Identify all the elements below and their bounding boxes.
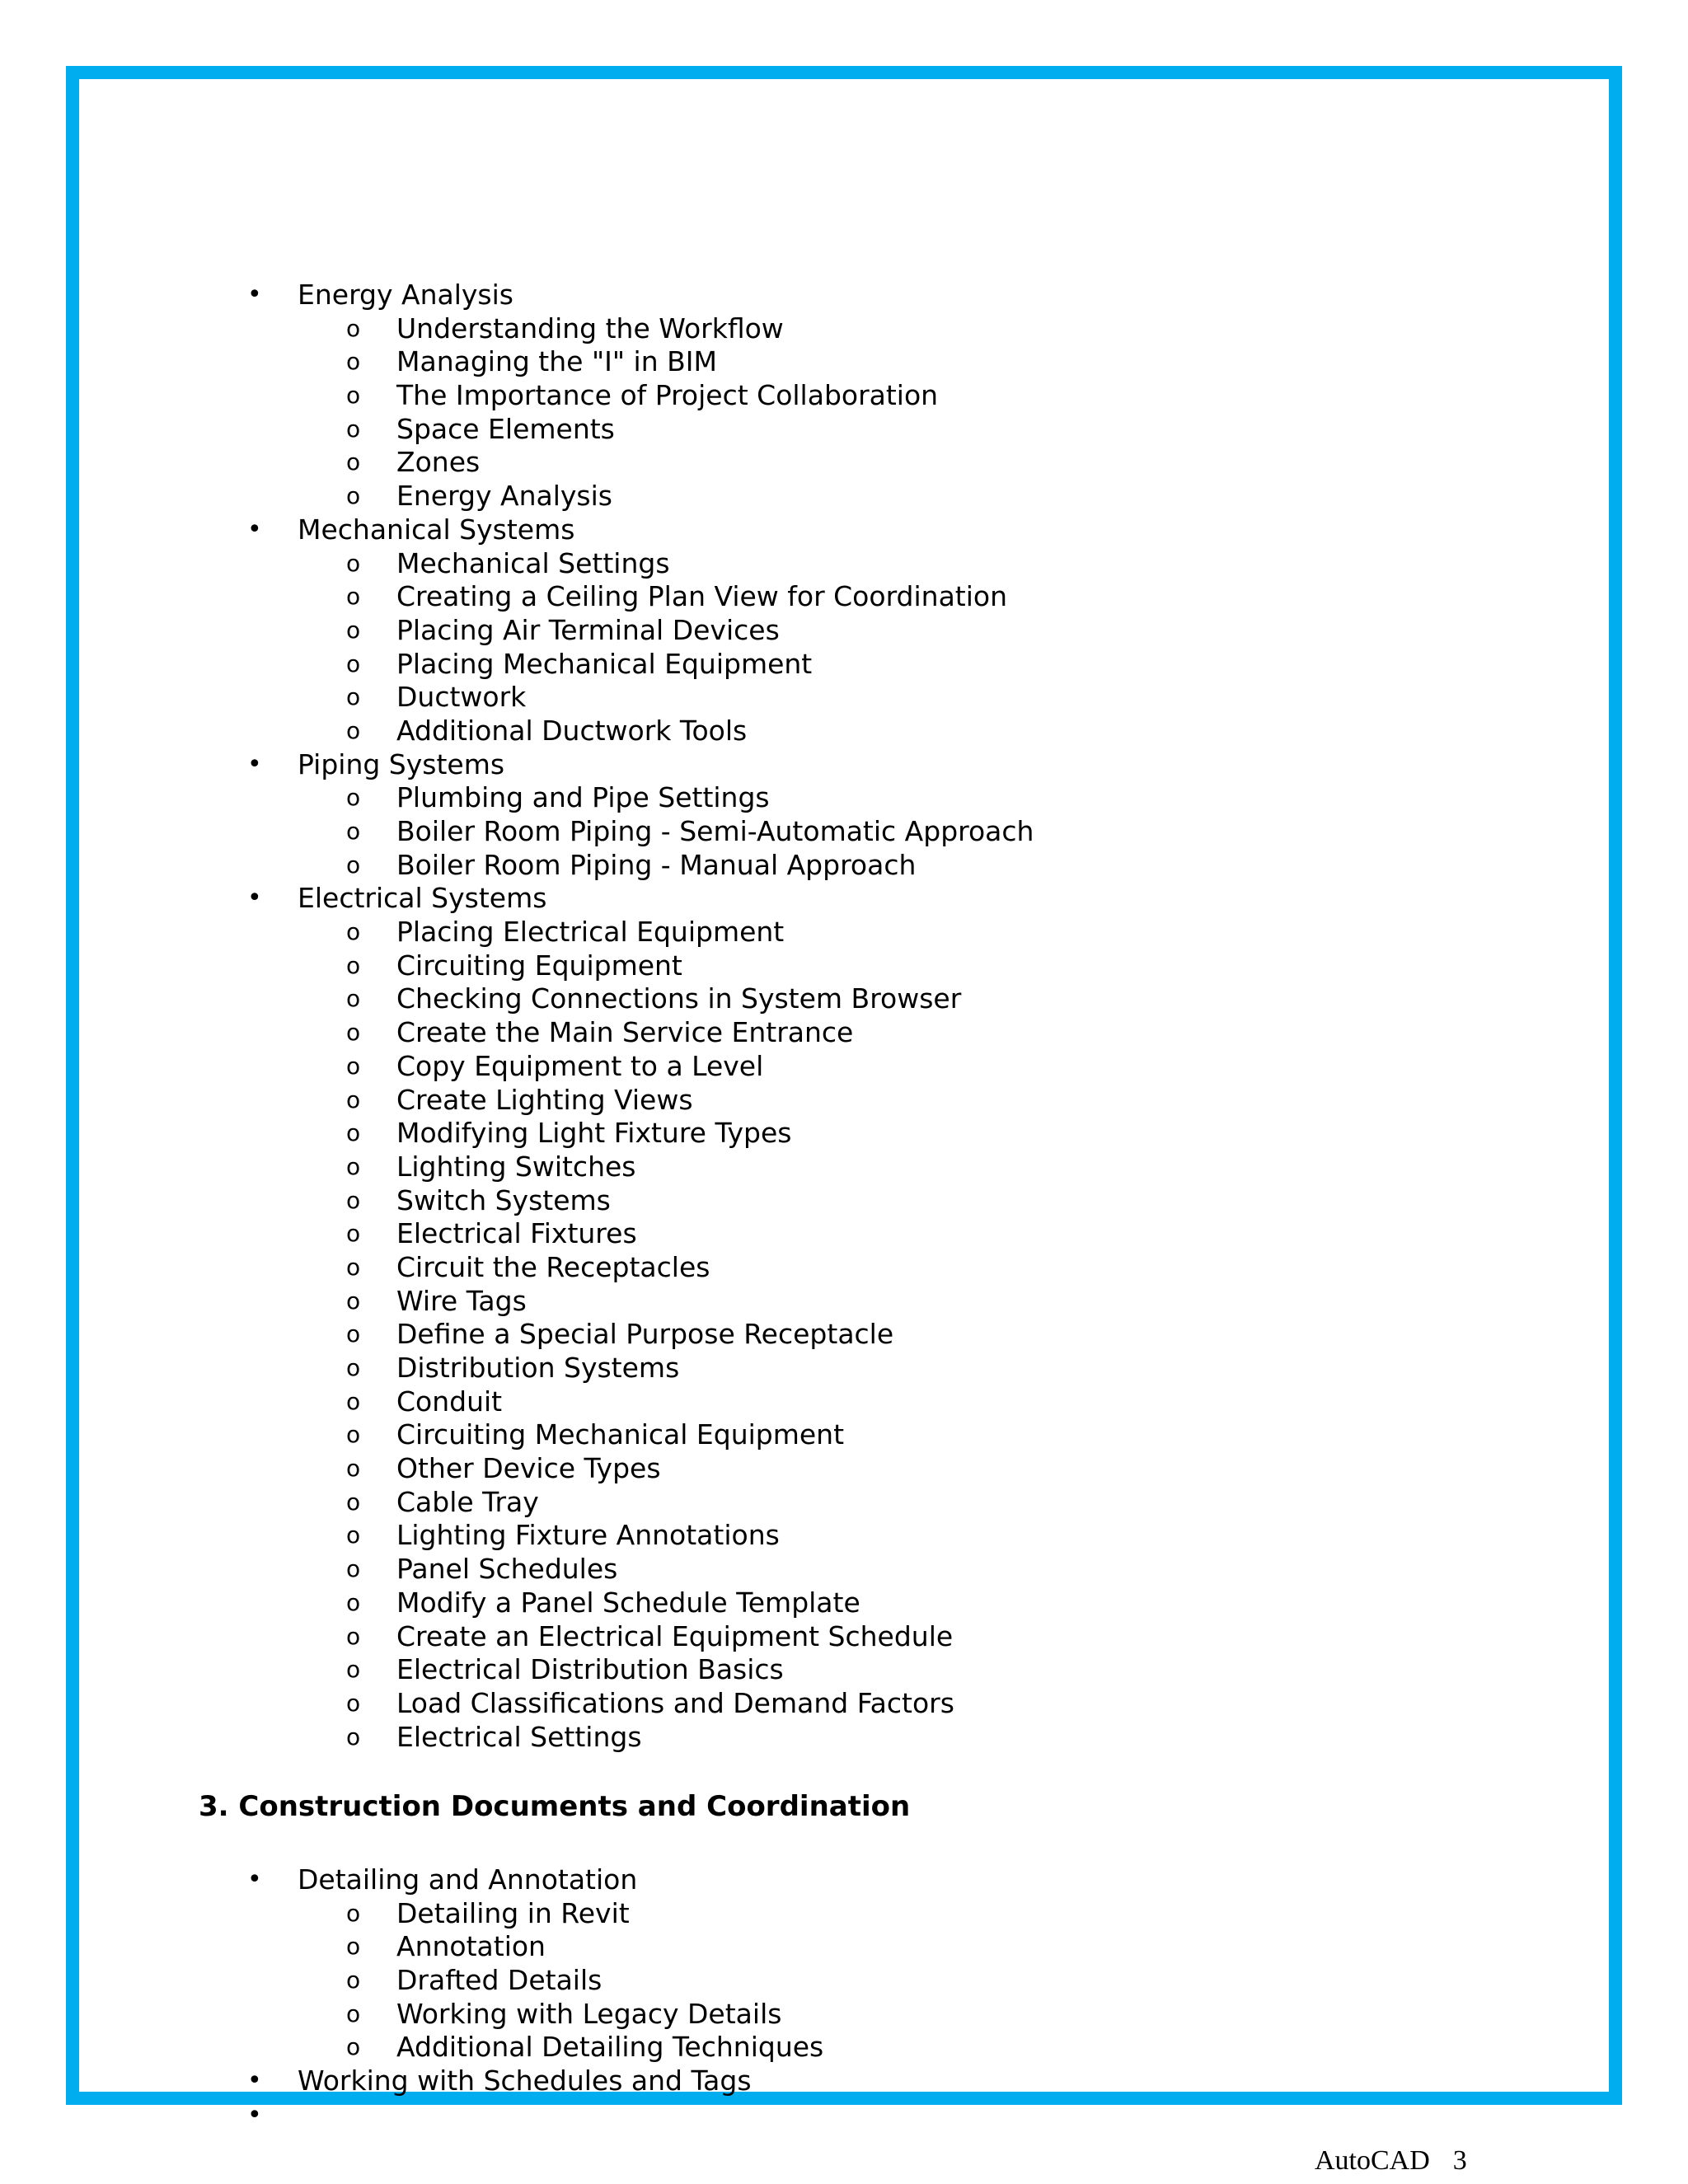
circle-bullet-icon: o xyxy=(346,818,361,845)
outline-subitem-label: Modify a Panel Schedule Template xyxy=(396,1586,860,1619)
outline-item xyxy=(0,882,1688,916)
circle-bullet-icon: o xyxy=(346,1152,361,1180)
circle-bullet-icon: o xyxy=(346,1421,361,1449)
circle-bullet-icon: o xyxy=(346,851,361,879)
outline-subitem-label: Creating a Ceiling Plan View for Coordination xyxy=(396,580,1008,613)
outline-subitem-label: Wire Tags xyxy=(396,1284,527,1317)
outline-subitem-label: Create the Main Service Entrance xyxy=(396,1016,854,1049)
bullet-icon: • xyxy=(247,2066,262,2096)
outline-subitem-label: Working with Legacy Details xyxy=(396,1997,782,2030)
outline-subitem-label: Lighting Fixture Annotations xyxy=(396,1519,780,1552)
outline-subitem xyxy=(0,1318,1688,1352)
outline-subitem-label: Load Classifications and Demand Factors xyxy=(396,1686,954,1719)
outline-subitem xyxy=(0,1687,1688,1721)
outline-subitem xyxy=(0,648,1688,682)
circle-bullet-icon: o xyxy=(346,616,361,644)
section-heading: 3. Construction Documents and Coordination xyxy=(199,1790,911,1823)
outline-subitem xyxy=(0,1998,1688,2032)
outline-subitem xyxy=(0,413,1688,447)
outline-subitem xyxy=(0,1519,1688,1553)
circle-bullet-icon: o xyxy=(346,683,361,711)
outline-list-top xyxy=(0,279,1688,1754)
outline-item xyxy=(0,748,1688,782)
outline-subitem-label: Electrical Fixtures xyxy=(396,1217,637,1250)
outline-subitem-label: Checking Connections in System Browser xyxy=(396,982,962,1015)
outline-list-bottom xyxy=(0,1863,1688,2098)
outline-subitem-label: Energy Analysis xyxy=(396,480,612,513)
outline-subitem-label: Annotation xyxy=(396,1930,546,1963)
outline-subitem-label: Space Elements xyxy=(396,412,615,445)
outline-subitem xyxy=(0,1117,1688,1151)
outline-subitem-label: Electrical Distribution Basics xyxy=(396,1653,784,1686)
outline-subitem xyxy=(0,1721,1688,1755)
outline-subitem xyxy=(0,815,1688,849)
empty-bullet: • xyxy=(247,2101,262,2130)
circle-bullet-icon: o xyxy=(346,1320,361,1348)
outline-subitem xyxy=(0,1285,1688,1319)
outline-subitem-label: Conduit xyxy=(396,1385,503,1418)
outline-subitem xyxy=(0,1151,1688,1184)
circle-bullet-icon: o xyxy=(346,951,361,979)
outline-subitem xyxy=(0,312,1688,346)
outline-subitem xyxy=(0,446,1688,480)
outline-subitem-label: Plumbing and Pipe Settings xyxy=(396,781,770,814)
outline-item-label: Electrical Systems xyxy=(298,882,547,915)
circle-bullet-icon: o xyxy=(346,1899,361,1927)
outline-subitem xyxy=(0,681,1688,715)
outline-subitem xyxy=(0,580,1688,614)
circle-bullet-icon: o xyxy=(346,1253,361,1281)
outline-subitem-label: Panel Schedules xyxy=(396,1553,618,1586)
outline-subitem xyxy=(0,1418,1688,1452)
circle-bullet-icon: o xyxy=(346,1555,361,1583)
outline-subitem-label: Other Device Types xyxy=(396,1452,661,1485)
outline-item xyxy=(0,1863,1688,1897)
outline-subitem xyxy=(0,1084,1688,1118)
circle-bullet-icon: o xyxy=(346,583,361,611)
outline-subitem-label: Managing the "I" in BIM xyxy=(396,345,717,378)
outline-subitem xyxy=(0,1184,1688,1218)
circle-bullet-icon: o xyxy=(346,1052,361,1080)
outline-subitem-label: Create Lighting Views xyxy=(396,1083,693,1116)
circle-bullet-icon: o xyxy=(346,1966,361,1994)
outline-subitem xyxy=(0,1016,1688,1050)
outline-item-label: Working with Schedules and Tags xyxy=(298,2064,752,2097)
circle-bullet-icon: o xyxy=(346,1722,361,1750)
outline-item xyxy=(0,513,1688,547)
outline-subitem-label: Define a Special Purpose Receptacle xyxy=(396,1318,894,1351)
outline-subitem-label: Placing Electrical Equipment xyxy=(396,916,785,949)
outline-subitem-label: Zones xyxy=(396,446,481,479)
outline-subitem-label: Boiler Room Piping - Manual Approach xyxy=(396,848,917,881)
outline-subitem xyxy=(0,916,1688,949)
circle-bullet-icon: o xyxy=(346,1588,361,1616)
circle-bullet-icon: o xyxy=(346,382,361,410)
outline-subitem-label: Mechanical Settings xyxy=(396,546,670,579)
outline-subitem xyxy=(0,1050,1688,1084)
outline-subitem xyxy=(0,547,1688,581)
circle-bullet-icon: o xyxy=(346,1186,361,1214)
outline-subitem xyxy=(0,345,1688,379)
circle-bullet-icon: o xyxy=(346,1488,361,1516)
outline-item xyxy=(0,2064,1688,2098)
outline-subitem-label: Additional Ductwork Tools xyxy=(396,714,748,747)
outline-subitem xyxy=(0,614,1688,648)
outline-subitem-label: Electrical Settings xyxy=(396,1720,642,1753)
circle-bullet-icon: o xyxy=(346,2033,361,2061)
circle-bullet-icon: o xyxy=(346,985,361,1013)
outline-subitem-label: Additional Detailing Techniques xyxy=(396,2031,824,2064)
outline-subitem xyxy=(0,949,1688,983)
outline-subitem-label: Copy Equipment to a Level xyxy=(396,1049,764,1082)
bullet-icon: • xyxy=(247,883,262,913)
outline-subitem xyxy=(0,1653,1688,1687)
circle-bullet-icon: o xyxy=(346,1689,361,1717)
outline-item-label: Mechanical Systems xyxy=(298,513,575,546)
circle-bullet-icon: o xyxy=(346,1622,361,1650)
circle-bullet-icon: o xyxy=(346,1933,361,1961)
outline-subitem xyxy=(0,1452,1688,1486)
bullet-icon: • xyxy=(247,514,262,544)
outline-subitem xyxy=(0,2031,1688,2064)
outline-subitem xyxy=(0,1930,1688,1964)
circle-bullet-icon: o xyxy=(346,1521,361,1549)
circle-bullet-icon: o xyxy=(346,784,361,812)
outline-subitem-label: Create an Electrical Equipment Schedule xyxy=(396,1619,954,1652)
outline-item xyxy=(0,279,1688,312)
outline-subitem xyxy=(0,1964,1688,1998)
page-number: 3 xyxy=(1452,2145,1467,2176)
outline-subitem xyxy=(0,715,1688,748)
circle-bullet-icon: o xyxy=(346,448,361,476)
circle-bullet-icon: o xyxy=(346,1119,361,1147)
outline-subitem xyxy=(0,1217,1688,1251)
circle-bullet-icon: o xyxy=(346,1656,361,1684)
circle-bullet-icon: o xyxy=(346,918,361,946)
outline-item-label: Piping Systems xyxy=(298,748,505,780)
footer-label: AutoCAD xyxy=(1315,2145,1430,2176)
outline-subitem-label: Cable Tray xyxy=(396,1485,539,1518)
circle-bullet-icon: o xyxy=(346,348,361,376)
page-footer xyxy=(1315,2144,1467,2177)
outline-subitem-label: Detailing in Revit xyxy=(396,1896,630,1929)
outline-subitem-label: Placing Air Terminal Devices xyxy=(396,613,780,646)
outline-subitem-label: Circuiting Mechanical Equipment xyxy=(396,1418,845,1451)
outline-subitem-label: Lighting Switches xyxy=(396,1150,636,1183)
outline-subitem xyxy=(0,1553,1688,1586)
outline-subitem-label: Boiler Room Piping - Semi-Automatic Approach xyxy=(396,815,1034,847)
outline-subitem xyxy=(0,1586,1688,1620)
outline-subitem-label: Switch Systems xyxy=(396,1183,611,1216)
bullet-icon: • xyxy=(247,1865,262,1894)
circle-bullet-icon: o xyxy=(346,415,361,443)
outline-subitem xyxy=(0,1352,1688,1385)
circle-bullet-icon: o xyxy=(346,649,361,677)
circle-bullet-icon: o xyxy=(346,1455,361,1483)
circle-bullet-icon: o xyxy=(346,1085,361,1113)
outline-subitem-label: Circuit the Receptacles xyxy=(396,1250,710,1283)
outline-subitem-label: Understanding the Workflow xyxy=(396,312,784,344)
circle-bullet-icon: o xyxy=(346,1999,361,2027)
circle-bullet-icon: o xyxy=(346,1286,361,1315)
outline-subitem xyxy=(0,849,1688,883)
circle-bullet-icon: o xyxy=(346,1220,361,1248)
outline-subitem xyxy=(0,480,1688,513)
outline-subitem-label: The Importance of Project Collaboration xyxy=(396,379,939,412)
outline-subitem xyxy=(0,379,1688,413)
bullet-icon: • xyxy=(247,749,262,779)
outline-subitem xyxy=(0,781,1688,815)
outline-subitem-label: Placing Mechanical Equipment xyxy=(396,647,813,680)
outline-subitem-label: Ductwork xyxy=(396,681,527,714)
outline-subitem-label: Distribution Systems xyxy=(396,1352,680,1384)
outline-subitem-label: Drafted Details xyxy=(396,1964,603,1997)
outline-subitem xyxy=(0,1486,1688,1520)
circle-bullet-icon: o xyxy=(346,314,361,342)
outline-subitem xyxy=(0,1897,1688,1931)
circle-bullet-icon: o xyxy=(346,1387,361,1415)
outline-subitem-label: Circuiting Equipment xyxy=(396,949,682,982)
circle-bullet-icon: o xyxy=(346,716,361,744)
outline-item-label: Energy Analysis xyxy=(298,279,513,311)
circle-bullet-icon: o xyxy=(346,549,361,577)
outline-item-label: Detailing and Annotation xyxy=(298,1863,638,1896)
outline-subitem xyxy=(0,1385,1688,1419)
outline-subitem xyxy=(0,982,1688,1016)
circle-bullet-icon: o xyxy=(346,1019,361,1047)
circle-bullet-icon: o xyxy=(346,1354,361,1381)
outline-subitem-label: Modifying Light Fixture Types xyxy=(396,1117,792,1150)
outline-subitem xyxy=(0,1620,1688,1654)
bullet-icon: • xyxy=(247,280,262,309)
outline-subitem xyxy=(0,1251,1688,1285)
circle-bullet-icon: o xyxy=(346,482,361,510)
